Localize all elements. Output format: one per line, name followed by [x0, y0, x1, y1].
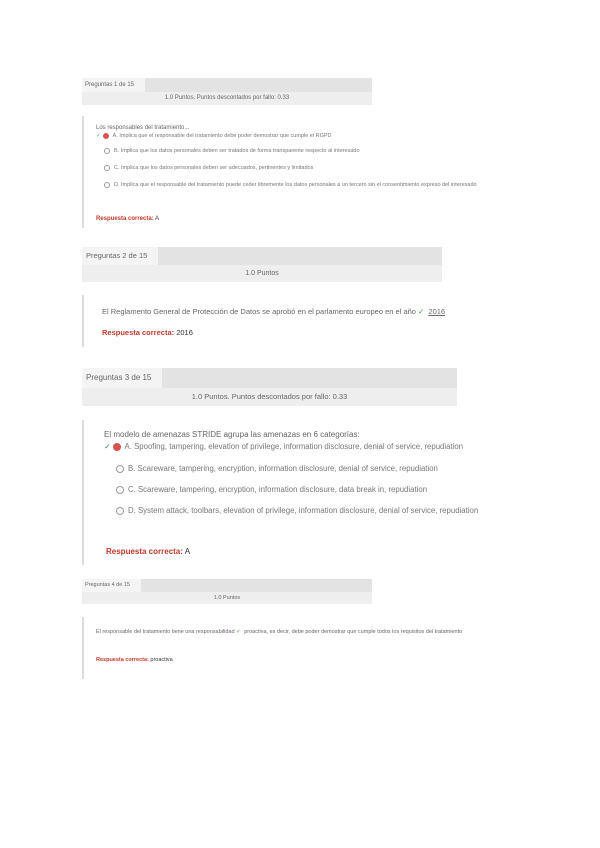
option-a[interactable]	[96, 133, 332, 139]
question-body	[82, 420, 479, 565]
option-text: B. Scareware, tampering, encryption, information disclosure, denial of service, repudiation	[128, 464, 438, 473]
correct-answer-label: Respuesta correcta:	[106, 547, 183, 556]
question-1	[82, 78, 477, 230]
correct-answer-value: 2016	[176, 328, 193, 337]
option-b[interactable]	[104, 148, 360, 154]
question-points: 1.0 Puntos. Puntos descontados por fallo: 0.33	[82, 92, 372, 105]
question-points: 1.0 Puntos. Puntos descontados por fallo: 0.33	[82, 388, 457, 406]
correct-answer	[96, 657, 173, 663]
radio-icon[interactable]	[116, 465, 124, 473]
correct-answer-label: Respuesta correcta:	[102, 328, 175, 337]
option-text: C. Implica que los datos personales deben ser adecuados, pertinentes y limitados	[114, 165, 314, 171]
question-prompt: El responsable del tratamiento tiene una responsabilidad ✓ proactiva, es decir, debe poder demostrar que cumple todos los requisitos del tratamiento	[96, 629, 463, 635]
radio-icon[interactable]	[104, 148, 110, 154]
correct-answer	[102, 328, 193, 337]
question-points: 1.0 Puntos	[82, 265, 442, 282]
question-number: Preguntas 2 de 15	[82, 247, 158, 265]
question-prompt: El Reglamento General de Protección de Datos se aprobó en el parlamento europeo en el año ✓ 2016	[102, 307, 446, 316]
option-text: A. Implica que el responsable del tratamiento debe poder demostrar que cumple el RGPD	[112, 133, 332, 139]
question-number: Preguntas 3 de 15	[82, 368, 162, 388]
check-icon: ✓	[418, 307, 425, 316]
option-text: B. Implica que los datos personales deben ser tratados de forma transparente respecto al interesado	[114, 148, 360, 154]
option-d[interactable]	[116, 506, 478, 515]
check-icon: ✓	[96, 133, 101, 139]
question-number: Preguntas 1 de 15	[82, 78, 145, 92]
radio-icon[interactable]	[116, 507, 124, 515]
given-answer: proactiva	[244, 629, 267, 635]
question-body	[82, 116, 477, 228]
correct-answer-value: A	[155, 216, 160, 222]
question-points: 1.0 Puntos	[82, 592, 372, 604]
radio-selected-icon[interactable]	[103, 133, 109, 139]
option-text: D. System attack, toolbars, elevation of privilege, information disclosure, denial of service, repudiation	[128, 506, 479, 515]
option-b[interactable]	[116, 464, 438, 473]
question-prompt: El modelo de amenazas STRIDE agrupa las amenazas en 6 categorías:	[104, 430, 360, 439]
correct-answer-value: A	[184, 547, 191, 556]
option-d[interactable]	[104, 182, 477, 188]
question-2	[82, 247, 446, 347]
radio-icon[interactable]	[116, 486, 124, 494]
question-number: Preguntas 4 de 15	[82, 579, 141, 592]
option-a[interactable]	[104, 442, 463, 451]
question-prompt: Los responsables del tratamiento...	[96, 125, 190, 131]
option-text: D. Implica que el responsable del tratamiento puede ceder libremente los datos personales a un tercero sin el consentimiento expreso del interesado	[114, 182, 477, 188]
option-c[interactable]	[104, 165, 313, 171]
option-text: A. Spoofing, tampering, elevation of privilege, information disclosure, denial of service, repudiation	[124, 442, 464, 451]
correct-answer-label: Respuesta correcta:	[96, 657, 149, 663]
correct-answer	[96, 216, 159, 222]
question-4	[82, 579, 463, 679]
check-icon: ✓	[104, 442, 111, 451]
check-icon: ✓	[236, 629, 241, 635]
radio-selected-icon[interactable]	[113, 443, 121, 451]
radio-icon[interactable]	[104, 165, 110, 171]
option-text: C. Scareware, tampering, encryption, information disclosure, data break in, repudiation	[128, 485, 428, 494]
question-body	[82, 295, 454, 347]
correct-answer	[106, 547, 190, 556]
radio-icon[interactable]	[104, 182, 110, 188]
question-body	[82, 617, 534, 679]
question-3	[82, 368, 479, 568]
correct-answer-value: proactiva	[150, 657, 173, 663]
correct-answer-label: Respuesta correcta:	[96, 216, 154, 222]
option-c[interactable]	[116, 485, 427, 494]
given-answer: 2016	[428, 307, 446, 316]
